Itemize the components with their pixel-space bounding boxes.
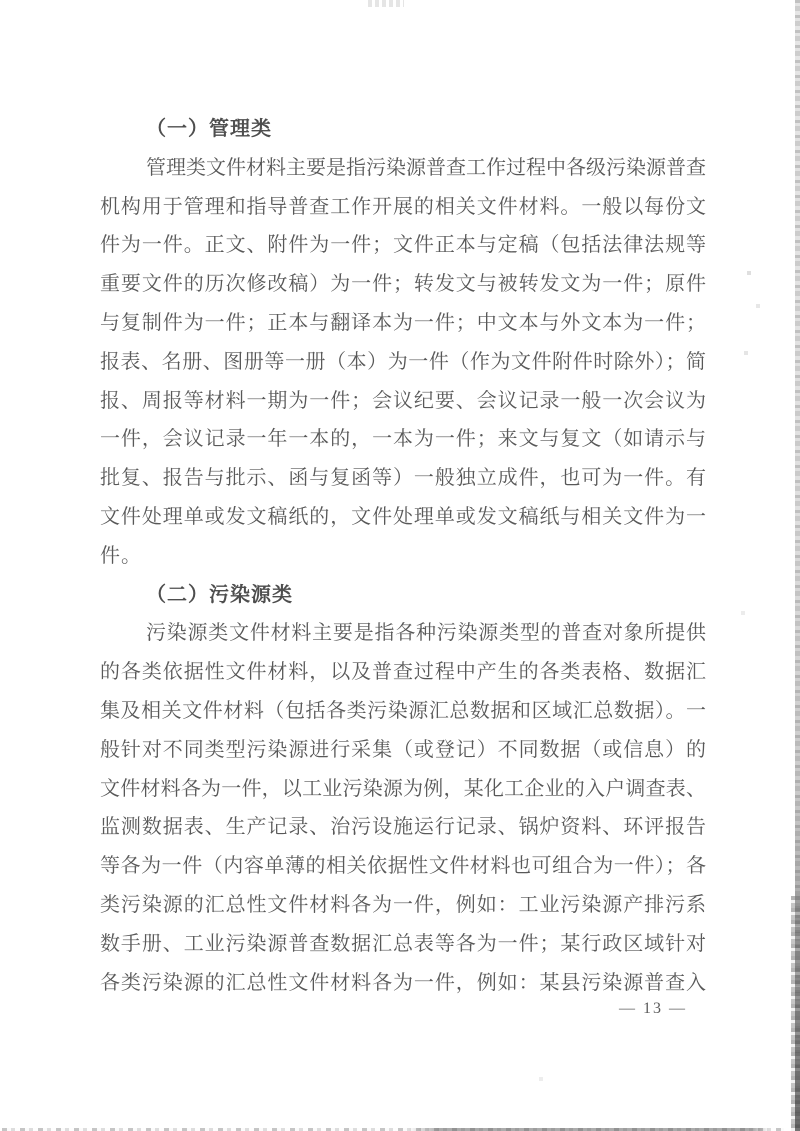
section-2-heading: （二）污染源类	[146, 583, 293, 606]
text-line: 污染源类文件材料主要是指各种污染源类型的普查对象所提供	[146, 622, 706, 645]
section-1-heading: （一）管理类	[146, 118, 272, 140]
scan-artifact-specks	[0, 0, 2, 2]
text-line: 批复、报告与批示、函与复函等）一般独立成件，也可为一件。有	[100, 467, 706, 490]
document-body	[100, 110, 706, 1002]
text-line: 集及相关文件材料（包括各类污染源汇总数据和区域汇总数据）。一	[100, 699, 706, 722]
text-line: 的各类依据性文件材料，以及普查过程中产生的各类表格、数据汇	[100, 661, 706, 684]
text-line: 数手册、工业污染源普查数据汇总表等各为一件；某行政区域针对	[100, 932, 706, 955]
text-line: 机构用于管理和指导普查工作开展的相关文件材料。一般以每份文	[100, 195, 706, 218]
page-number: — 13 —	[619, 1000, 687, 1017]
scan-artifact-top-smudge	[368, 0, 404, 7]
text-line: 各类污染源的汇总性文件材料各为一件，例如：某县污染源普查入	[100, 971, 706, 994]
text-line: 一件，会议记录一年一本的，一本为一件；来文与复文（如请示与	[100, 428, 706, 451]
text-line: 报、周报等材料一期为一件；会议纪要、会议记录一般一次会议为	[100, 389, 706, 412]
text-line: 件为一件。正文、附件为一件；文件正本与定稿（包括法律法规等	[100, 234, 706, 257]
section-1-paragraph	[100, 149, 706, 576]
text-line: 管理类文件材料主要是指污染源普查工作过程中各级污染源普查	[146, 156, 706, 179]
text-line: 与复制件为一件；正本与翻译本为一件；中文本与外文本为一件；	[100, 311, 706, 334]
text-line: 监测数据表、生产记录、治污设施运行记录、锅炉资料、环评报告	[100, 816, 706, 839]
text-line: 文件处理单或发文稿纸的，文件处理单或发文稿纸与相关文件为一	[100, 505, 706, 528]
text-line: 文件材料各为一件，以工业污染源为例，某化工企业的入户调查表、	[100, 777, 706, 800]
section-2-paragraph	[100, 614, 706, 1002]
text-line: 类污染源的汇总性文件材料各为一件，例如：工业污染源产排污系	[100, 893, 706, 916]
text-line: 重要文件的历次修改稿）为一件；转发文与被转发文为一件；原件	[100, 273, 706, 296]
text-line: 件。	[100, 544, 142, 567]
scan-artifact-right-edge	[795, 0, 800, 1131]
text-line: 等各为一件（内容单薄的相关依据性文件材料也可组合为一件）；各	[100, 855, 706, 878]
text-line: 般针对不同类型污染源进行采集（或登记）不同数据（或信息）的	[100, 738, 706, 761]
text-line: 报表、名册、图册等一册（本）为一件（作为文件附件时除外）；简	[100, 350, 706, 373]
